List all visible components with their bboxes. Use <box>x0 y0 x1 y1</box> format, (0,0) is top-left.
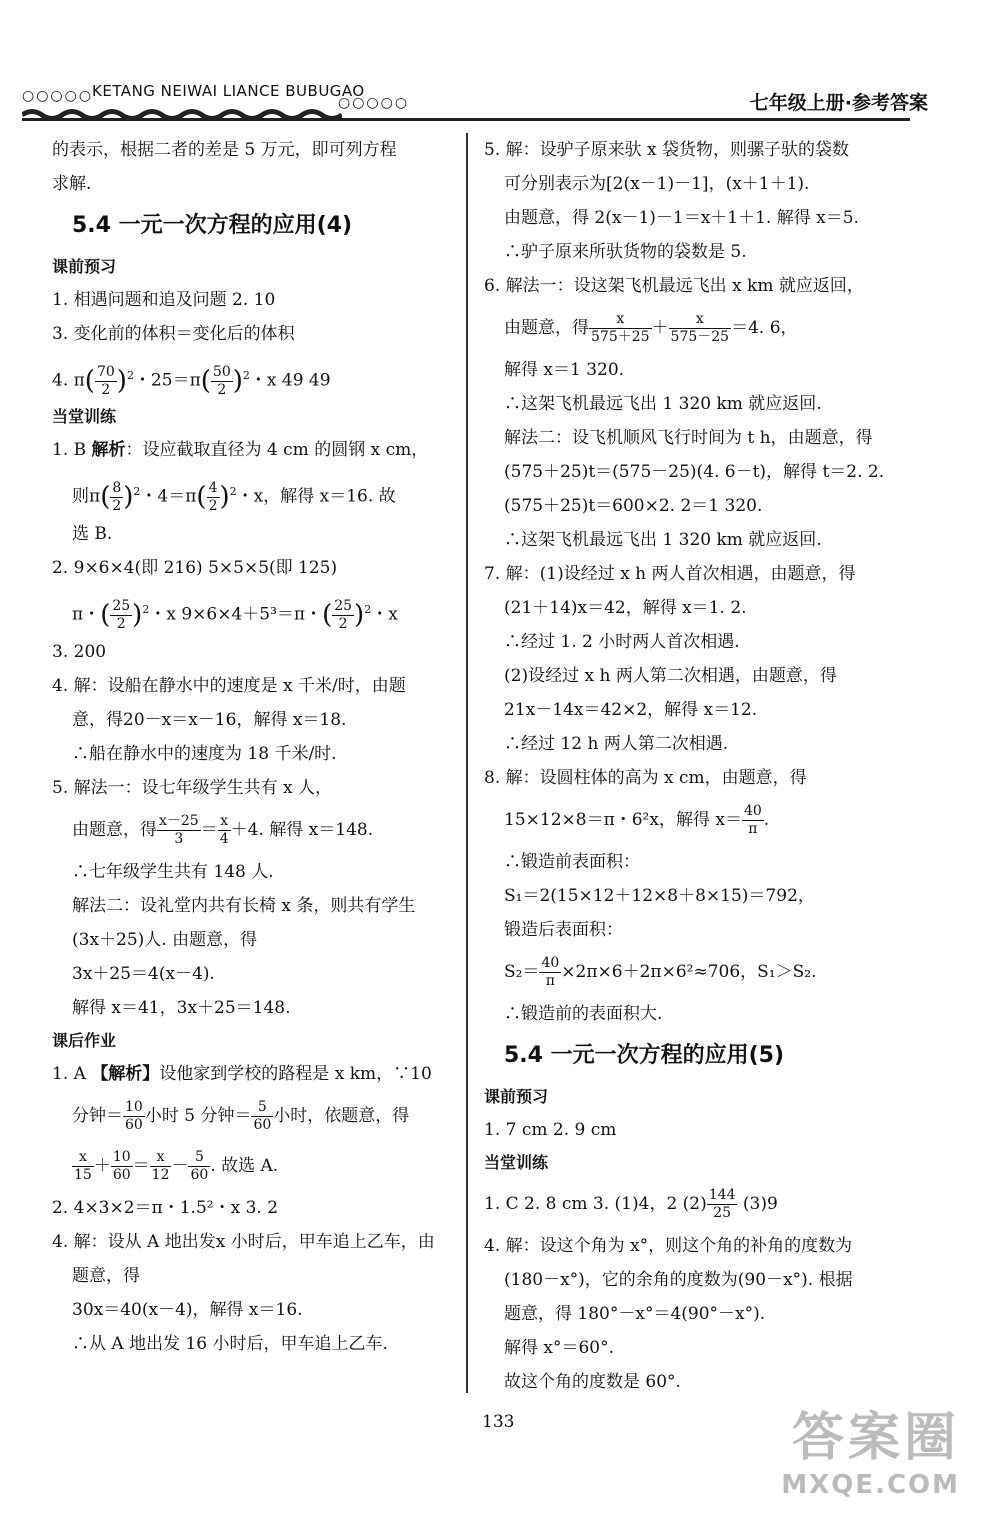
text-line: (21＋14)x＝42，解得 x＝1. 2. <box>504 598 747 618</box>
text-line: (2)设经过 x h 两人第二次相遇，由题意，得 <box>504 666 837 686</box>
page-header <box>0 0 1000 140</box>
text-line: ∴锻造前表面积： <box>504 852 640 872</box>
header-dots: ○○○○○ <box>22 88 94 104</box>
text-line: 4. 解：设船在静水中的速度是 x 千米/时，由题 <box>52 676 406 696</box>
subsection-heading: 课前预习 <box>52 257 117 276</box>
formula-line: $\frac{x}{15}$ ＋ $\frac{10}{60}$ ＝ $\frac{x}{12}$ － $\frac{5}{60}$ . 故选 A. <box>74 1149 279 1183</box>
fraction: $\frac{40}{\pi}$ <box>743 803 762 837</box>
fraction: $\frac{40}{\pi}$ <box>541 955 560 989</box>
text-line: ∴锻造前的表面积大. <box>504 1004 663 1024</box>
fraction: $\frac{25}{2}$ <box>112 597 131 632</box>
text-line: S₁＝2(15×12＋12×8＋8×15)＝792， <box>504 886 815 906</box>
watermark <box>781 1395 960 1500</box>
text-line: ∴经过 12 h 两人第二次相遇. <box>504 734 729 754</box>
text-line: 1. 相遇问题和追及问题 2. 10 <box>52 290 276 310</box>
text-line: 21x－14x＝42×2，解得 x＝12. <box>504 700 758 720</box>
section-heading: 5.4 一元一次方程的应用(4) <box>72 213 353 238</box>
header-brand: KETANG NEIWAI LIANCE BUBUGAO <box>92 82 365 100</box>
fraction: $\frac{8}{2}$ <box>112 479 122 514</box>
fraction: $\frac{25}{2}$ <box>334 597 353 632</box>
fraction: $\frac{x}{12}$ <box>151 1149 170 1183</box>
text-line: 5. 解法一：设七年级学生共有 x 人， <box>52 778 333 798</box>
text-line: ∴经过 1. 2 小时两人首次相遇. <box>504 632 740 652</box>
fraction: $\frac{5}{60}$ <box>190 1149 209 1183</box>
text-line: 3. 变化前的体积＝变化后的体积 <box>52 324 295 344</box>
text-line: ∴从 A 地出发 16 小时后，甲车追上乙车. <box>72 1334 388 1354</box>
left-column <box>52 133 452 1361</box>
watermark-url: MXQE.COM <box>781 1470 960 1500</box>
header-title: 七年级上册·参考答案 <box>749 92 928 114</box>
section-heading: 5.4 一元一次方程的应用(5) <box>504 1043 785 1068</box>
text-line: 题意，得 <box>72 1266 140 1286</box>
fraction: $\frac{144}{25}$ <box>708 1187 736 1221</box>
text-line: 锻造后表面积： <box>504 920 623 940</box>
formula-line: 由题意，得 $\frac{x-25}{3}$ ＝ $\frac{x}{4}$ ＋4. 解得 x＝148. <box>72 813 374 847</box>
fraction: $\frac{4}{2}$ <box>208 479 218 514</box>
text-line: (575＋25)t＝(575－25)(4. 6－t)，解得 t＝2. 2. <box>504 462 885 482</box>
text-line: 解得 x＝41，3x＋25＝148. <box>72 998 291 1018</box>
fraction: $\frac{x}{15}$ <box>74 1149 92 1183</box>
text-line: 可分别表示为[2(x－1)－1]，(x＋1＋1). <box>504 174 810 194</box>
text-line: 30x＝40(x－4)，解得 x＝16. <box>72 1300 303 1320</box>
text-line: (575＋25)t＝600×2. 2＝1 320. <box>504 496 763 516</box>
formula-line: 分钟＝ $\frac{10}{60}$ 小时 5 分钟＝ $\frac{5}{60}$ 小时，依题意，得 <box>72 1099 410 1133</box>
text-line: 4. 解：设从 A 地出发x 小时后，甲车追上乙车，由 <box>52 1232 435 1252</box>
text-line: 求解. <box>52 174 92 194</box>
text-line: 题意，得 180°－x°＝4(90°－x°). <box>504 1304 766 1324</box>
text-line: (3x＋25)人. 由题意，得 <box>72 930 258 950</box>
subsection-heading: 当堂训练 <box>484 1153 549 1172</box>
text-line: 4. 解：设这个角为 x°，则这个角的补角的度数为 <box>484 1236 853 1256</box>
subsection-heading: 课前预习 <box>484 1087 549 1106</box>
formula-line: 由题意，得 $\frac{x}{575+25}$ ＋ $\frac{x}{575-25}$ ＝4. 6， <box>504 311 798 345</box>
subsection-heading: 当堂训练 <box>52 407 117 426</box>
text-line: 1. A 【解析】设他家到学校的路程是 x km，∵10 <box>52 1064 432 1084</box>
watermark-logo: 答案圈 <box>791 1408 960 1468</box>
text-line: 2. 4×3×2＝π・1.5²・x 3. 2 <box>52 1198 279 1218</box>
text-line: 3. 200 <box>52 642 107 662</box>
formula-line: 1. C 2. 8 cm 3. (1)4，2 (2) $\frac{144}{25}$ (3)9 <box>484 1187 778 1221</box>
text-line: 解法二：设飞机顺风飞行时间为 t h，由题意，得 <box>504 428 873 448</box>
text-line: 2. 9×6×4(即 216) 5×5×5(即 125) <box>52 558 338 578</box>
text-line: 3x＋25＝4(x－4). <box>72 964 215 984</box>
formula-line: 15×12×8＝π・6²x，解得 x＝ $\frac{40}{\pi}$ . <box>504 803 770 837</box>
fraction: $\frac{10}{60}$ <box>112 1149 131 1183</box>
text-line: 1. B 解析：设应截取直径为 4 cm 的圆钢 x cm， <box>52 440 429 460</box>
text-line: 5. 解：设驴子原来驮 x 袋货物，则骡子驮的袋数 <box>484 140 850 160</box>
text-line: 1. 7 cm 2. 9 cm <box>484 1120 617 1140</box>
text-line: ∴这架飞机最远飞出 1 320 km 就应返回. <box>504 394 822 414</box>
text-line: 解得 x＝1 320. <box>504 360 625 380</box>
text-line: 由题意，得 2(x－1)－1＝x＋1＋1. 解得 x＝5. <box>504 208 859 228</box>
text-line: ∴这架飞机最远飞出 1 320 km 就应返回. <box>504 530 822 550</box>
text-line: (180－x°)，它的余角的度数为(90－x°). 根据 <box>504 1270 853 1290</box>
text-line: 解法二：设礼堂内共有长椅 x 条，则共有学生 <box>72 896 416 916</box>
formula-line: 则π( $\frac{8}{2}$ )$^2$・4＝π( $\frac{4}{2}$ )$^2$・x，解得 x＝16. 故 <box>72 479 396 514</box>
formula-line: 4. π( $\frac{70}{2}$ )$^2$・25＝π( $\frac{50}{2}$ )$^2$・x 49 49 <box>52 363 331 398</box>
header-dots-right: ○○○○○ <box>338 95 410 111</box>
fraction: $\frac{x}{4}$ <box>219 813 229 847</box>
text-line: ∴七年级学生共有 148 人. <box>72 862 274 882</box>
fraction: $\frac{10}{60}$ <box>125 1099 143 1133</box>
text-line: ∴船在静水中的速度为 18 千米/时. <box>72 744 337 764</box>
text-line: 8. 解：设圆柱体的高为 x cm，由题意，得 <box>484 768 807 788</box>
text-line: 的表示，根据二者的差是 5 万元，即可列方程 <box>52 140 397 160</box>
fraction: $\frac{x-25}{3}$ <box>159 813 199 847</box>
text-line: 故这个角的度数是 60°. <box>504 1372 681 1392</box>
text-line: 6. 解法一：设这架飞机最远飞出 x km 就应返回， <box>484 276 864 296</box>
formula-line: S₂＝ $\frac{40}{\pi}$ ×2π×6＋2π×6²≈706，S₁＞S₂. <box>504 955 817 989</box>
text-line: ∴驴子原来所驮货物的袋数是 5. <box>504 242 747 262</box>
header-rule <box>22 118 910 121</box>
formula-line: π・( $\frac{25}{2}$ )$^2$・x 9×6×4＋5³＝π・( $\frac{25}{2}$ )$^2$・x <box>72 597 398 632</box>
text-line: 7. 解：(1)设经过 x h 两人首次相遇，由题意，得 <box>484 564 856 584</box>
subsection-heading: 课后作业 <box>52 1031 117 1050</box>
page-number: 133 <box>482 1412 515 1432</box>
fraction: $\frac{5}{60}$ <box>253 1099 272 1133</box>
column-divider <box>466 133 468 1393</box>
fraction: $\frac{50}{2}$ <box>212 363 231 398</box>
text-line: 选 B. <box>72 524 113 544</box>
text-line: 解得 x°＝60°. <box>504 1338 615 1358</box>
fraction: $\frac{70}{2}$ <box>96 363 115 398</box>
fraction: $\frac{x}{575-25}$ <box>670 311 730 345</box>
fraction: $\frac{x}{575+25}$ <box>591 311 650 345</box>
right-column <box>484 133 944 1399</box>
text-line: 意，得20－x＝x－16，解得 x＝18. <box>72 710 347 730</box>
